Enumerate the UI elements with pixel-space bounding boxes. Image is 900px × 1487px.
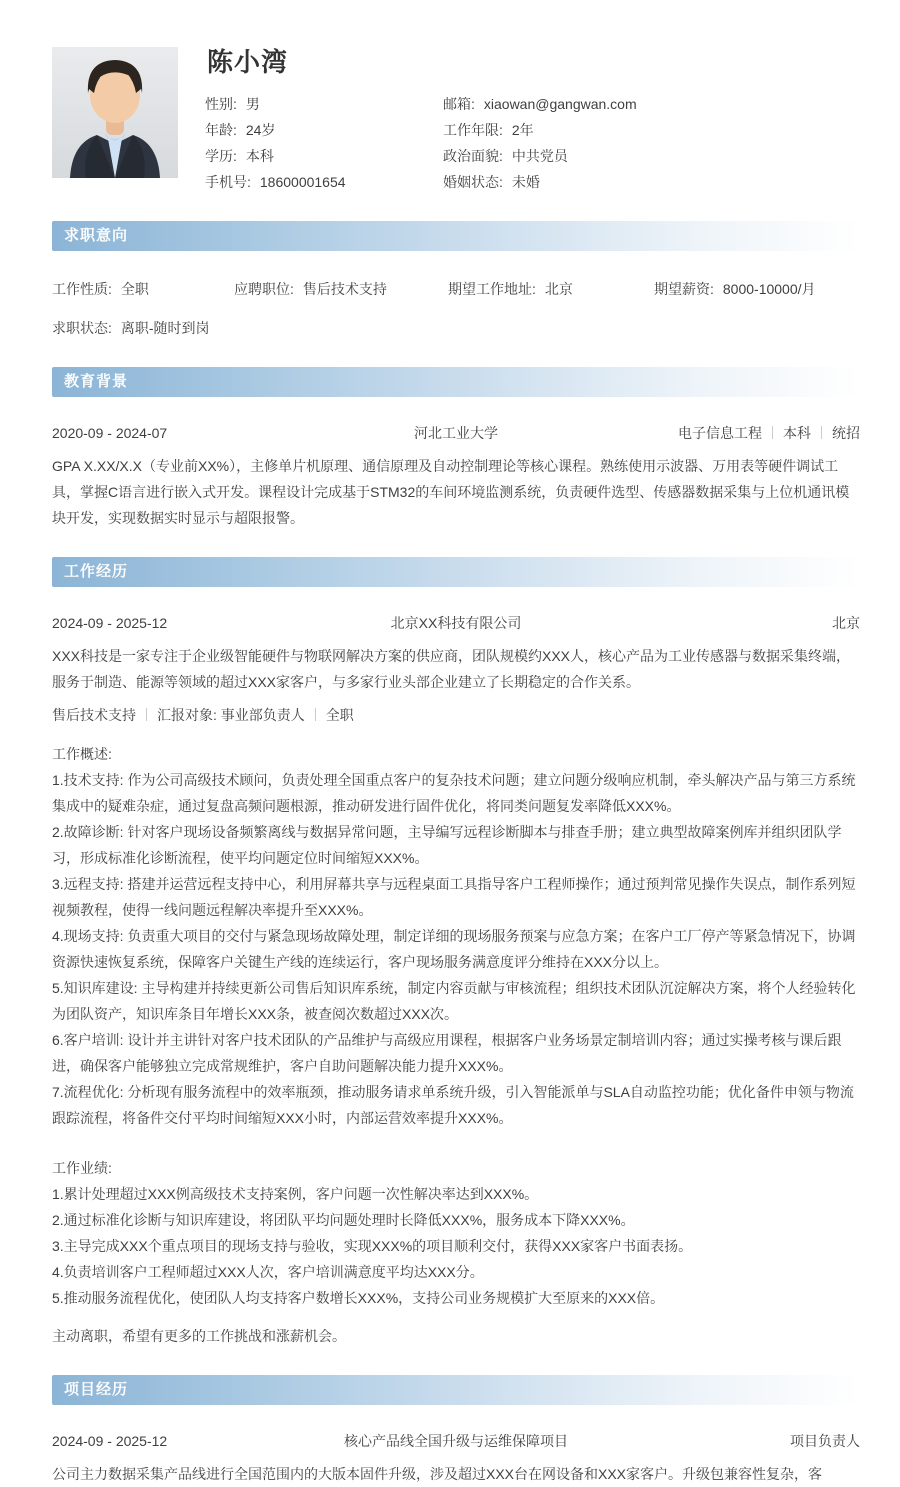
- project-period: 2024-09 - 2025-12: [52, 1433, 168, 1449]
- divider: [821, 426, 822, 439]
- project-description: 公司主力数据采集产品线进行全国范围内的大版本固件升级，涉及超过XXX台在网设备和XXX家客户。升级包兼容性复杂，客: [52, 1466, 823, 1482]
- education-period: 2020-09 - 2024-07: [52, 425, 168, 441]
- education-description: GPA X.XX/X.X（专业前XX%），主修单片机原理、通信原理及自动控制理论等核心课程。熟练使用示波器、万用表等硬件调试工具，掌握C语言进行嵌入式开发。课程设计完成基于STM32的车间环境监测系统，负责硬件选型、传感器数据采集与上位机通讯模块开发，实现数据实时显示与超限报警。: [52, 458, 850, 526]
- section-title: 项目经历: [64, 1381, 129, 1398]
- job-status: 求职状态: 离职-随时到岗: [52, 320, 210, 336]
- work-overview-item: 5.知识库建设: 主导构建并持续更新公司售后知识库系统，制定内容贡献与审核流程；组织技术团队沉淀解决方案，将个人经验转化为团队资产，知识库条目年增长XXX条，被查阅次数超过XXX次。: [52, 980, 856, 1022]
- position-line: [52, 702, 860, 728]
- work-overview: [52, 741, 860, 1131]
- field-email: 邮箱: xiaowan@gangwan.com: [443, 96, 637, 112]
- section-title-bar: [52, 221, 860, 251]
- job-intention-row: [52, 276, 860, 302]
- field-gender: 性别: 男: [205, 96, 260, 112]
- portrait-illustration: [52, 47, 178, 178]
- work-achievement-item: 1.累计处理超过XXX例高级技术支持案例，客户问题一次性解决率达到XXX%。: [52, 1186, 539, 1202]
- field-degree: 学历: 本科: [205, 148, 274, 164]
- job-nature: 工作性质: 全职: [52, 281, 149, 297]
- work-city: 北京: [832, 615, 860, 631]
- profile-info: [205, 47, 860, 195]
- job-location: 期望工作地址: 北京: [448, 281, 573, 297]
- report-to: 汇报对象: 事业部负责人: [157, 707, 305, 723]
- field-political: 政治面貌: 中共党员: [443, 148, 568, 164]
- field-years: 工作年限: 2年: [443, 122, 534, 138]
- school-name: 河北工业大学: [414, 425, 498, 441]
- work-achievement-item: 3.主导完成XXX个重点项目的现场支持与验收，实现XXX%的项目顺利交付，获得XXX家客户书面表扬。: [52, 1238, 693, 1254]
- work-meta-row: [52, 610, 860, 636]
- work-overview-item: 1.技术支持: 作为公司高级技术顾问，负责处理全国重点客户的复杂技术问题；建立问题分级响应机制，牵头解决产品与第三方系统集成中的疑难杂症，通过复盘高频问题根源，推动研发进行固件优化，将同类问题复发率降低XXX%。: [52, 772, 856, 814]
- divider: [772, 426, 773, 439]
- work-achievements: [52, 1155, 860, 1311]
- leave-reason: 主动离职，希望有更多的工作挑战和涨薪机会。: [52, 1328, 346, 1344]
- admission-type: 统招: [832, 425, 860, 441]
- work-overview-item: 2.故障诊断: 针对客户现场设备频繁离线与数据异常问题，主导编写远程诊断脚本与排查手册；建立典型故障案例库并组织团队学习，形成标准化诊断流程，使平均问题定位时间缩短XXX%。: [52, 824, 842, 866]
- work-achievement-item: 5.推动服务流程优化，使团队人均支持客户数增长XXX%，支持公司业务规模扩大至原来的XXX倍。: [52, 1290, 665, 1306]
- section-work-experience: [52, 557, 860, 1349]
- section-title: 教育背景: [64, 373, 129, 390]
- section-project-experience: [52, 1375, 860, 1487]
- section-title: 求职意向: [64, 227, 129, 244]
- project-name: 核心产品线全国升级与运维保障项目: [344, 1433, 568, 1449]
- work-overview-item: 3.远程支持: 搭建并运营远程支持中心，利用屏幕共享与远程桌面工具指导客户工程师操作；通过预判常见操作失误点，制作系列短视频教程，使得一线问题远程解决率提升至XXX%。: [52, 876, 856, 918]
- project-role: 项目负责人: [790, 1433, 860, 1449]
- field-age: 年龄: 24岁: [205, 122, 276, 138]
- field-phone: 手机号: 18600001654: [205, 174, 346, 190]
- profile-fields: [205, 91, 860, 195]
- work-overview-item: 7.流程优化: 分析现有服务流程中的效率瓶颈，推动服务请求单系统升级，引入智能派单与SLA自动监控功能；优化备件申领与物流跟踪流程，将备件交付平均时间缩短XXX小时，内部运营效率提升XXX%。: [52, 1084, 854, 1126]
- section-title-bar: [52, 557, 860, 587]
- education-meta-row: [52, 420, 860, 446]
- job-type: 全职: [325, 707, 354, 723]
- divider: [146, 708, 147, 721]
- section-title-bar: [52, 367, 860, 397]
- candidate-name: 陈小湾: [207, 47, 289, 77]
- section-title: 工作经历: [64, 563, 129, 580]
- project-meta-row: [52, 1428, 860, 1454]
- section-title-bar: [52, 1375, 860, 1405]
- divider: [315, 708, 316, 721]
- work-overview-item: 4.现场支持: 负责重大项目的交付与紧急现场故障处理，制定详细的现场服务预案与应急方案；在客户工厂停产等紧急情况下，协调资源快速恢复系统，保障客户关键生产线的连续运行，客户现场服务满意度评分维持在XXX分以上。: [52, 928, 856, 970]
- field-marital: 婚姻状态: 未婚: [443, 174, 540, 190]
- position-title: 售后技术支持: [52, 707, 136, 723]
- job-salary: 期望薪资: 8000-10000/月: [654, 281, 816, 297]
- company-name: 北京XX科技有限公司: [390, 615, 522, 631]
- section-job-intention: [52, 221, 860, 341]
- work-achievement-item: 2.通过标准化诊断与知识库建设，将团队平均问题处理时长降低XXX%，服务成本下降XXX%。: [52, 1212, 635, 1228]
- education-degree-info: [678, 420, 860, 446]
- section-education: [52, 367, 860, 531]
- work-achievements-label: 工作业绩:: [52, 1160, 112, 1176]
- work-achievement-item: 4.负责培训客户工程师超过XXX人次，客户培训满意度平均达XXX分。: [52, 1264, 484, 1280]
- work-overview-label: 工作概述:: [52, 746, 112, 762]
- major: 电子信息工程: [678, 425, 762, 441]
- job-position: 应聘职位: 售后技术支持: [234, 281, 387, 297]
- company-intro: XXX科技是一家专注于企业级智能硬件与物联网解决方案的供应商，团队规模约XXX人，核心产品为工业传感器与数据采集终端，服务于制造、能源等领域的超过XXX家客户，与多家行业头部企业建立了长期稳定的合作关系。: [52, 648, 851, 690]
- degree: 本科: [783, 425, 811, 441]
- profile-photo: [52, 47, 178, 178]
- profile-header: [52, 47, 860, 195]
- work-overview-item: 6.客户培训: 设计并主讲针对客户技术团队的产品维护与高级应用课程，根据客户业务场景定制培训内容；通过实操考核与课后跟进，确保客户能够独立完成常规维护，客户自助问题解决能力提升XXX%。: [52, 1032, 842, 1074]
- work-period: 2024-09 - 2025-12: [52, 615, 168, 631]
